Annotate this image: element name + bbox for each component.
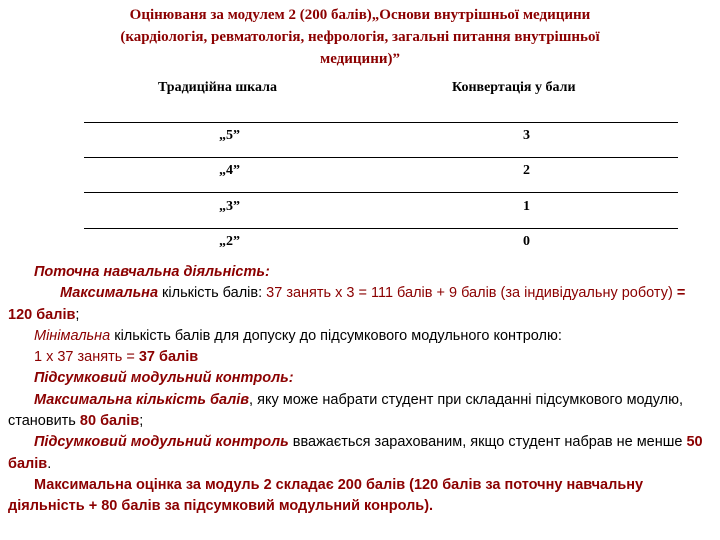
summary-paragraph	[8, 475, 708, 518]
final-max-paragraph	[8, 390, 708, 433]
max-label: Максимальна	[60, 285, 159, 302]
min-calc-line	[8, 347, 708, 368]
title-line-1: Оцінюваня за модулем 2 (200 балів)„Основи внутрішньої медицини	[129, 7, 591, 23]
min-label: Мінімальна	[34, 327, 111, 344]
min-calc: 1 х 37 занять =	[34, 349, 139, 366]
title-line-3: медицини)”	[320, 51, 400, 67]
title-line-2: (кардіологія, ревматологія, нефрологія, загальні питання внутрішньої	[120, 29, 600, 45]
current-activity-heading: Поточна навчальна діяльність:	[34, 264, 270, 280]
table-divider	[84, 192, 678, 193]
max-points-paragraph	[8, 283, 708, 326]
final-control-heading: Підсумковий модульний контроль:	[34, 370, 294, 387]
final-max-label: Максимальна кількість балів	[34, 391, 250, 408]
max-text: кількість балів:	[158, 285, 267, 302]
max-total: = 120 балів	[8, 285, 686, 323]
table-divider	[84, 157, 678, 158]
final-pass-end: .	[47, 455, 52, 472]
final-pass-value: 50 балів	[8, 434, 703, 472]
table-divider	[84, 122, 678, 123]
points-cell: 1	[523, 199, 530, 214]
table-divider	[84, 228, 678, 229]
summary-text: Максимальна оцінка за модуль 2 складає 200 балів (120 балів за поточну навчальну діяльність + 80 балів за підсумковий модульний конроль).	[8, 476, 644, 515]
max-calc: 37 занять х 3 = 111 балів + 9 балів (за індивідуальну роботу)	[266, 285, 677, 302]
page-title	[40, 4, 680, 70]
grade-cell: „2”	[219, 234, 240, 249]
grade-cell: „4”	[219, 163, 240, 178]
points-cell: 0	[523, 234, 530, 249]
points-cell: 2	[523, 163, 530, 178]
max-end: ;	[75, 306, 80, 323]
min-points-paragraph	[8, 326, 708, 347]
final-max-end: ;	[139, 413, 144, 430]
min-total: 37 балів	[138, 349, 199, 366]
min-text: кількість балів для допуску до підсумкового модульного контролю:	[110, 327, 562, 344]
final-pass-text: вважається зарахованим, якщо студент набрав не менше	[288, 434, 687, 451]
header-traditional-scale: Традиційна шкала	[158, 80, 277, 95]
grade-cell: „3”	[219, 199, 240, 214]
assessment-description	[8, 262, 708, 518]
final-max-value: 80 балів	[79, 413, 140, 430]
final-pass-paragraph	[8, 432, 708, 475]
grade-cell: „5”	[219, 128, 240, 143]
header-conversion-points: Конвертація у бали	[452, 80, 576, 95]
final-pass-label: Підсумковий модульний контроль	[34, 434, 289, 451]
points-cell: 3	[523, 128, 530, 143]
final-max-text: , яку може набрати студент при складанні підсумкового модулю, становить	[8, 391, 684, 430]
